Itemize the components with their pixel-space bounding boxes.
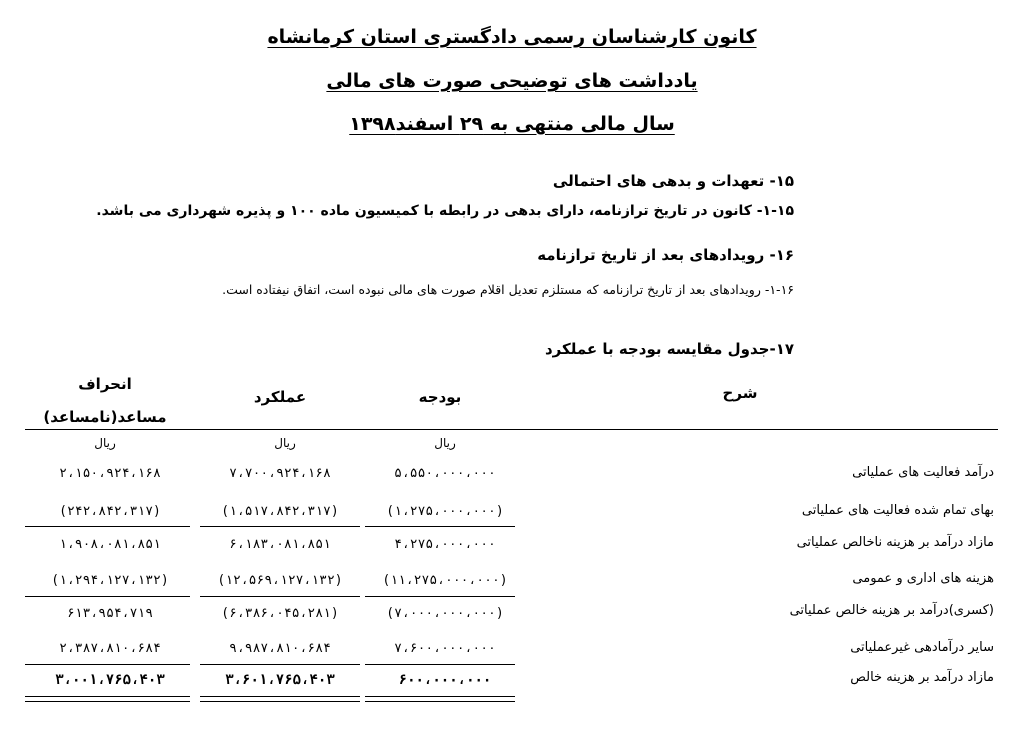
section-17-title: ۱۷-جدول مقایسه بودجه با عملکرد — [544, 340, 794, 358]
doc-subtitle: یادداشت های توضیحی صورت های مالی — [326, 70, 698, 92]
cell-deviation: (۱،۲۹۴،۱۲۷،۱۳۲) — [51, 573, 169, 588]
row-label: بهای تمام شده فعالیت های عملیاتی — [801, 503, 994, 518]
cell-deviation-total: ۳،۰۰۱،۷۶۵،۴۰۳ — [55, 672, 165, 688]
unit-actual: ریال — [274, 436, 296, 450]
double-rule — [365, 696, 515, 702]
header-deviation-2: مساعد(نامساعد) — [43, 408, 167, 426]
cell-budget: ۷،۶۰۰،۰۰۰،۰۰۰ — [394, 641, 496, 656]
row-label-total: مازاد درآمد بر هزینه خالص — [850, 670, 994, 685]
cell-deviation: ۶۱۳،۹۵۴،۷۱۹ — [66, 606, 154, 621]
subtotal-rule — [365, 526, 515, 527]
cell-actual: (۱۲،۵۶۹،۱۲۷،۱۳۲) — [217, 573, 343, 588]
section-15-title: ۱۵- تعهدات و بدهی های احتمالی — [552, 172, 794, 190]
cell-actual: (۱،۵۱۷،۸۴۲،۳۱۷) — [221, 504, 339, 519]
cell-deviation: ۲،۱۵۰،۹۲۴،۱۶۸ — [59, 466, 161, 481]
cell-deviation: (۲۴۲،۸۴۲،۳۱۷) — [59, 504, 161, 519]
total-rule — [25, 664, 190, 665]
double-rule — [200, 696, 360, 702]
row-label: هزینه های اداری و عمومی — [852, 571, 994, 586]
subtotal-rule — [200, 526, 360, 527]
cell-budget: (۷،۰۰۰،۰۰۰،۰۰۰) — [386, 606, 504, 621]
cell-budget: ۴،۲۷۵،۰۰۰،۰۰۰ — [394, 537, 496, 552]
header-actual: عملکرد — [253, 388, 307, 406]
header-budget: بودجه — [418, 388, 462, 406]
cell-actual: ۶،۱۸۳،۰۸۱،۸۵۱ — [229, 537, 331, 552]
cell-budget-total: ۶۰۰،۰۰۰،۰۰۰ — [398, 672, 492, 688]
double-rule — [25, 696, 190, 702]
row-label: درآمد فعالیت های عملیاتی — [852, 465, 994, 480]
row-label: مازاد درآمد بر هزینه ناخالص عملیاتی — [796, 535, 994, 550]
total-rule — [365, 664, 515, 665]
cell-actual-total: ۳،۶۰۱،۷۶۵،۴۰۳ — [225, 672, 335, 688]
fiscal-year: سال مالی منتهی به ۲۹ اسفند۱۳۹۸ — [349, 113, 675, 135]
subtotal-rule — [365, 596, 515, 597]
cell-budget: ۵،۵۵۰،۰۰۰،۰۰۰ — [394, 466, 496, 481]
cell-actual: ۷،۷۰۰،۹۲۴،۱۶۸ — [229, 466, 331, 481]
cell-deviation: ۱،۹۰۸،۰۸۱،۸۵۱ — [59, 537, 161, 552]
cell-deviation: ۲،۳۸۷،۸۱۰،۶۸۴ — [59, 641, 161, 656]
total-rule — [200, 664, 360, 665]
subtotal-rule — [25, 596, 190, 597]
subtotal-rule — [200, 596, 360, 597]
cell-budget: (۱،۲۷۵،۰۰۰،۰۰۰) — [386, 504, 504, 519]
row-label: (کسری)درآمد بر هزینه خالص عملیاتی — [789, 603, 994, 618]
subtotal-rule — [25, 526, 190, 527]
section-16-title: ۱۶- رویدادهای بعد از تاریخ ترازنامه — [537, 246, 794, 264]
header-desc: شرح — [722, 384, 758, 402]
unit-deviation: ریال — [94, 436, 116, 450]
doc-title: کانون کارشناسان رسمی دادگستری استان کرمانشاه — [267, 26, 757, 48]
section-16-1: ۱-۱۶- رویدادهای بعد از تاریخ ترازنامه که مستلزم تعدیل اقلام صورت های مالی نبوده است، اتفاق نیفتاده است. — [222, 282, 794, 297]
row-label: سایر درآمادهی غیرعملیاتی — [850, 640, 994, 655]
cell-actual: (۶،۳۸۶،۰۴۵،۲۸۱) — [221, 606, 339, 621]
unit-budget: ریال — [434, 436, 456, 450]
header-rule — [25, 429, 998, 430]
cell-actual: ۹،۹۸۷،۸۱۰،۶۸۴ — [229, 641, 331, 656]
header-deviation-1: انحراف — [78, 375, 132, 393]
section-15-1: ۱-۱۵- کانون در تاریخ ترازنامه، دارای بدهی در رابطه با کمیسیون ماده ۱۰۰ و پذیره شهرداری می باشد. — [96, 203, 794, 219]
cell-budget: (۱۱،۲۷۵،۰۰۰،۰۰۰) — [382, 573, 508, 588]
